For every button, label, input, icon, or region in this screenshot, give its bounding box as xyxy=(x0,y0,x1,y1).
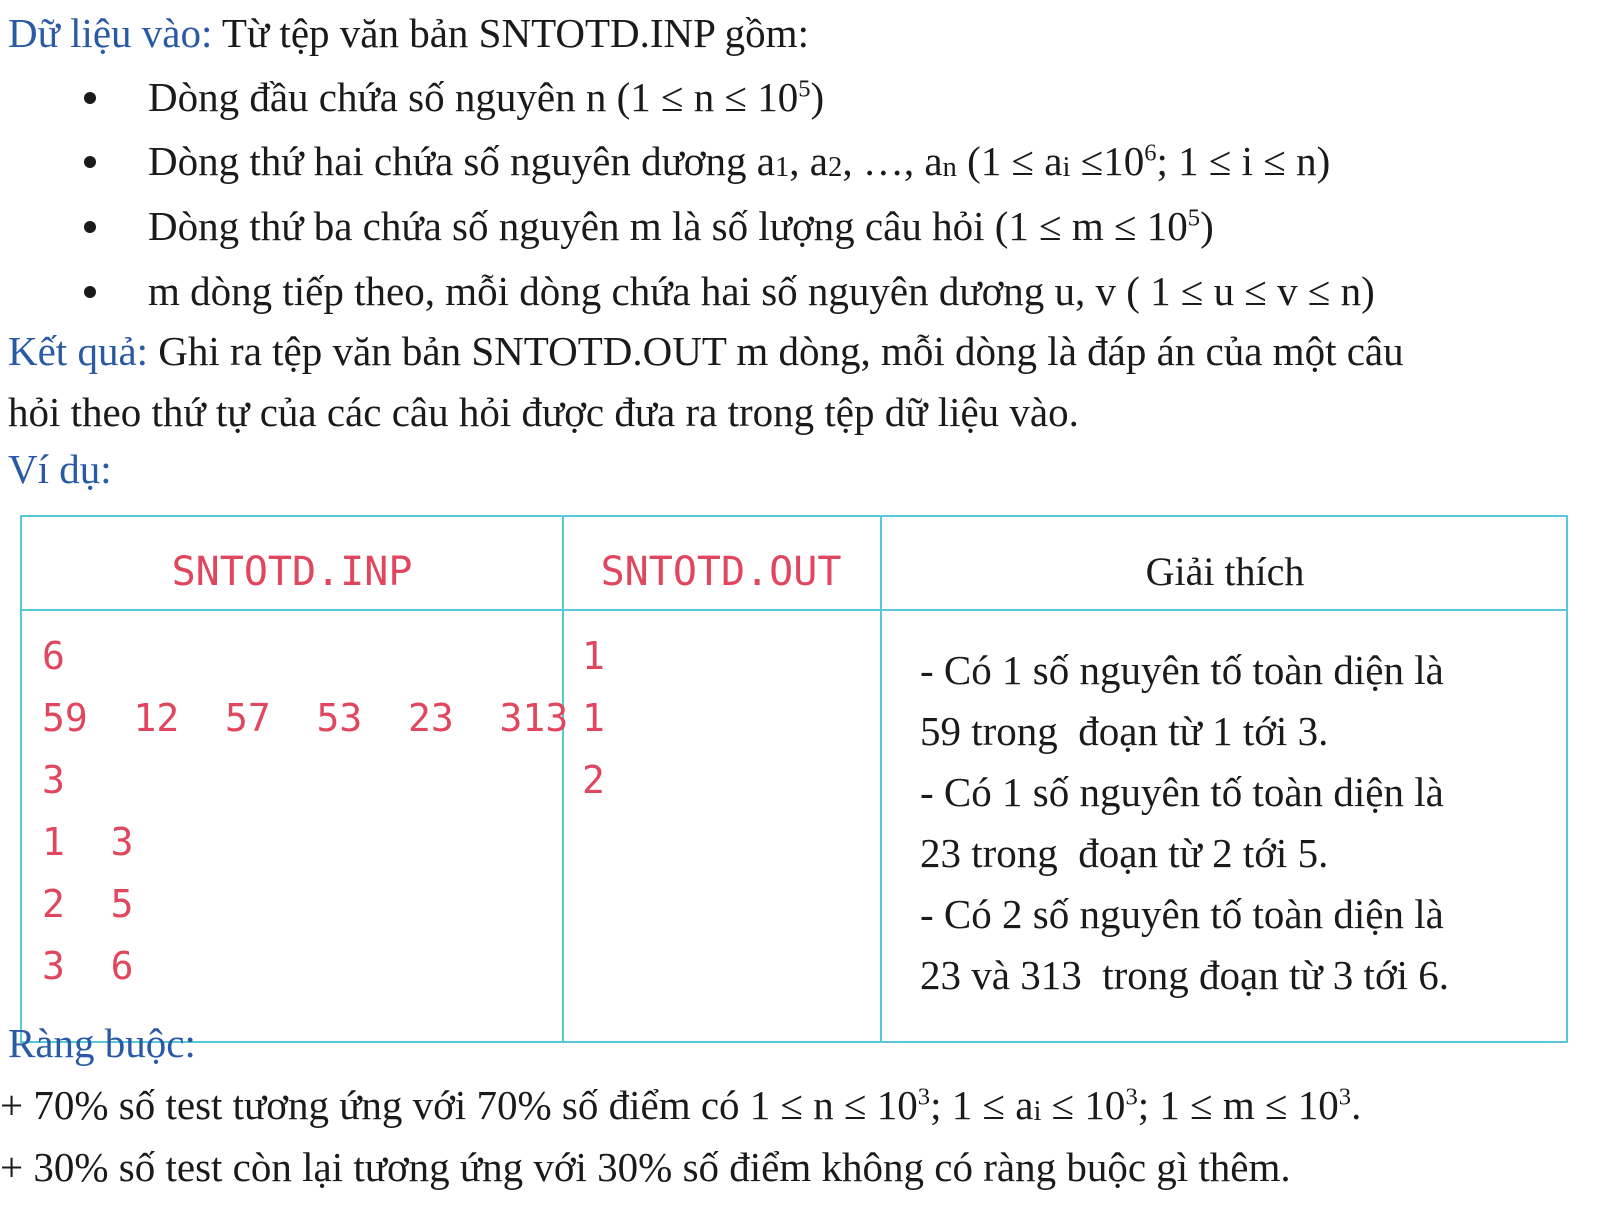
constraints-section xyxy=(8,1018,196,1068)
constraint-line: + 30% số test còn lại tương ứng với 30% số điểm không có ràng buộc gì thêm. xyxy=(0,1144,1291,1190)
table-header-input: SNTOTD.INP xyxy=(171,549,413,595)
constraint-line: + 70% số test tương ứng với 70% số điểm có $1 \le n \le 10^3$; $1 \le a_i \le 10^3$; $1 \le m \le 10^3$. xyxy=(0,1082,1362,1128)
explanation-line: - Có 2 số nguyên tố toàn diện là xyxy=(920,891,1444,937)
input-section xyxy=(8,8,809,58)
input-line: 6 xyxy=(42,634,65,678)
explanation-line: - Có 1 số nguyên tố toàn diện là xyxy=(920,769,1444,815)
bullet-text: m dòng tiếp theo, mỗi dòng chứa hai số nguyên dương u, v ( 1 ≤ u ≤ v ≤ n) xyxy=(148,268,1375,314)
input-label: Dữ liệu vào: xyxy=(8,10,213,56)
input-line: 59 12 57 53 23 313 xyxy=(42,696,569,740)
table-header-explanation: Giải thích xyxy=(1145,549,1305,594)
table-header-output: SNTOTD.OUT xyxy=(600,549,842,595)
bullet-dot-icon xyxy=(84,92,96,104)
output-section xyxy=(8,326,1404,376)
input-line: 3 xyxy=(42,758,65,802)
input-description: Từ tệp văn bản SNTOTD.INP gồm: xyxy=(212,10,809,56)
explanation-line: - Có 1 số nguyên tố toàn diện là xyxy=(920,647,1444,693)
output-line: 1 xyxy=(582,634,605,678)
example-label: Ví dụ: xyxy=(8,446,112,492)
explanation-line: 23 trong đoạn từ 2 tới 5. xyxy=(920,830,1329,876)
explanation-cell xyxy=(920,640,1449,1006)
bullet-text: Dòng đầu chứa số nguyên n $(1 \le n \le 10^5)$ xyxy=(148,74,825,120)
bullet-dot-icon xyxy=(84,156,96,168)
bullet-dot-icon xyxy=(84,286,96,298)
explanation-line: 23 và 313 trong đoạn từ 3 tới 6. xyxy=(920,952,1450,998)
output-description-line2: hỏi theo thứ tự của các câu hỏi được đưa ra trong tệp dữ liệu vào. xyxy=(8,389,1079,435)
output-cell xyxy=(582,625,605,811)
input-line: 1 3 xyxy=(42,820,134,864)
bullet-dot-icon xyxy=(84,221,96,233)
input-line: 3 6 xyxy=(42,944,134,988)
bullet-text: Dòng thứ ba chứa số nguyên m là số lượng câu hỏi $(1 \le m \le 10^5)$ xyxy=(148,203,1214,249)
output-description: Ghi ra tệp văn bản SNTOTD.OUT m dòng, mỗi dòng là đáp án của một câu xyxy=(148,328,1404,374)
input-line: 2 5 xyxy=(42,882,134,926)
explanation-line: 59 trong đoạn từ 1 tới 3. xyxy=(920,708,1329,754)
input-cell xyxy=(42,625,568,997)
output-line: 1 xyxy=(582,696,605,740)
output-label: Kết quả: xyxy=(8,328,149,374)
constraints-label: Ràng buộc: xyxy=(8,1020,196,1066)
output-line: 2 xyxy=(582,758,605,802)
bullet-text: Dòng thứ hai chứa số nguyên dương $a_1$, $a_2$, …, $a_n$ ($1 \le a_i \le 10^6$; 1 ≤ i ≤ n) xyxy=(148,138,1331,184)
table-header-divider xyxy=(22,609,1566,611)
example-section xyxy=(8,444,112,494)
